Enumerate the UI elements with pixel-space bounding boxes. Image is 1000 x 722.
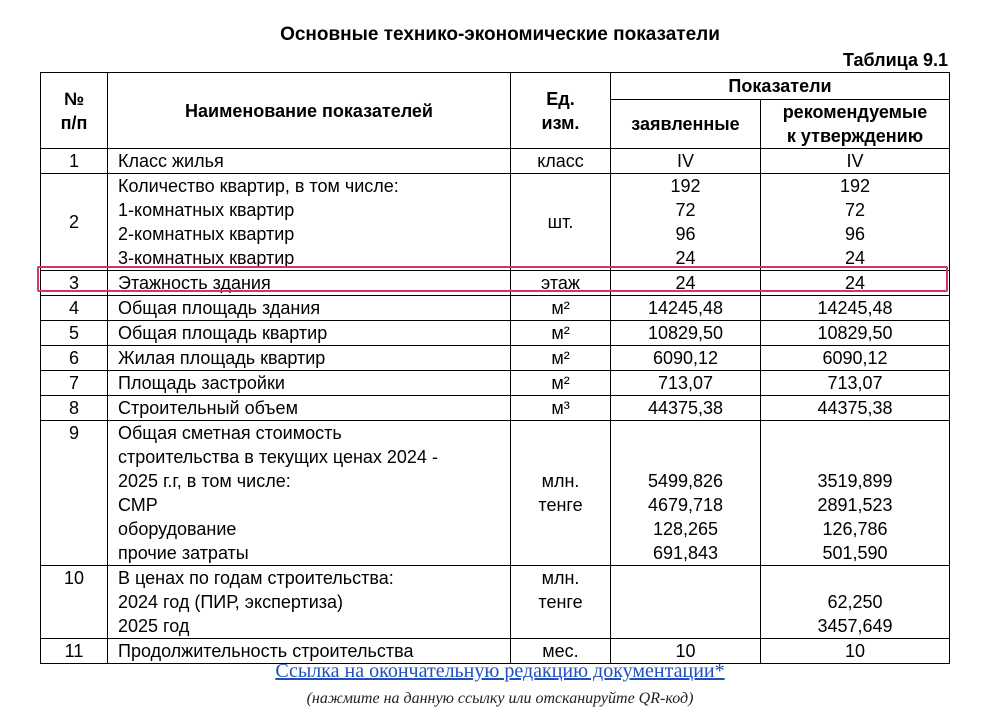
row-declared: 24	[611, 271, 761, 296]
table-row	[41, 271, 950, 296]
row-recommended: 192 72 96 24	[761, 174, 950, 271]
row-name: Класс жилья	[108, 149, 511, 174]
table-row	[41, 149, 950, 174]
table-row	[41, 421, 950, 566]
header-indicators: Показатели	[611, 73, 950, 100]
row-declared: IV	[611, 149, 761, 174]
row-recommended: 62,250 3457,649	[761, 566, 950, 639]
row-unit: мес.	[511, 639, 611, 664]
row-declared: 10829,50	[611, 321, 761, 346]
row-num: 8	[41, 396, 108, 421]
row-recommended: IV	[761, 149, 950, 174]
table-row	[41, 174, 950, 271]
row-num: 7	[41, 371, 108, 396]
row-recommended: 713,07	[761, 371, 950, 396]
row-unit: м²	[511, 296, 611, 321]
documentation-link[interactable]: Ссылка на окончательную редакцию документации*	[275, 660, 725, 682]
row-recommended: 3519,899 2891,523 126,786 501,590	[761, 421, 950, 566]
table-row	[41, 371, 950, 396]
row-unit: класс	[511, 149, 611, 174]
row-num: 2	[41, 174, 108, 271]
row-recommended: 10829,50	[761, 321, 950, 346]
row-unit: м²	[511, 371, 611, 396]
row-num: 3	[41, 271, 108, 296]
row-name: Этажность здания	[108, 271, 511, 296]
indicators-table	[40, 72, 950, 664]
row-recommended: 44375,38	[761, 396, 950, 421]
row-name: Общая сметная стоимость строительства в текущих ценах 2024 - 2025 г.г, в том числе: СМР оборудование прочие затраты	[108, 421, 511, 566]
row-unit: этаж	[511, 271, 611, 296]
header-declared: заявленные	[611, 100, 761, 149]
row-declared: 10	[611, 639, 761, 664]
header-recommended: рекомендуемые к утверждению	[761, 100, 950, 149]
row-num: 11	[41, 639, 108, 664]
row-declared	[611, 566, 761, 639]
row-name: Строительный объем	[108, 396, 511, 421]
row-unit: м²	[511, 321, 611, 346]
table-row	[41, 566, 950, 639]
row-num: 1	[41, 149, 108, 174]
table-row	[41, 346, 950, 371]
row-declared: 6090,12	[611, 346, 761, 371]
table-row	[41, 296, 950, 321]
row-unit: шт.	[511, 174, 611, 271]
row-declared: 713,07	[611, 371, 761, 396]
row-recommended: 24	[761, 271, 950, 296]
row-num: 4	[41, 296, 108, 321]
header-name: Наименование показателей	[108, 73, 511, 149]
row-unit: м³	[511, 396, 611, 421]
row-unit: м²	[511, 346, 611, 371]
row-num: 9	[41, 421, 108, 566]
table-row	[41, 321, 950, 346]
row-name: Продолжительность строительства	[108, 639, 511, 664]
page-title: Основные технико-экономические показатели	[280, 24, 720, 45]
row-name: Общая площадь квартир	[108, 321, 511, 346]
row-name: Общая площадь здания	[108, 296, 511, 321]
row-unit: млн. тенге	[511, 566, 611, 639]
row-name: В ценах по годам строительства: 2024 год (ПИР, экспертиза) 2025 год	[108, 566, 511, 639]
table-number: Таблица 9.1	[842, 50, 948, 70]
row-recommended: 6090,12	[761, 346, 950, 371]
row-recommended: 14245,48	[761, 296, 950, 321]
row-declared: 14245,48	[611, 296, 761, 321]
row-num: 5	[41, 321, 108, 346]
row-name: Жилая площадь квартир	[108, 346, 511, 371]
row-declared: 192 72 96 24	[611, 174, 761, 271]
row-recommended: 10	[761, 639, 950, 664]
row-num: 6	[41, 346, 108, 371]
row-declared: 44375,38	[611, 396, 761, 421]
row-declared: 5499,826 4679,718 128,265 691,843	[611, 421, 761, 566]
link-hint: (нажмите на данную ссылку или отсканируйте QR-код)	[306, 690, 694, 707]
header-num: № п/п	[41, 73, 108, 149]
row-name: Количество квартир, в том числе: 1-комнатных квартир 2-комнатных квартир 3-комнатных квартир	[108, 174, 511, 271]
row-num: 10	[41, 566, 108, 639]
row-name: Площадь застройки	[108, 371, 511, 396]
header-unit: Ед. изм.	[511, 73, 611, 149]
table-row	[41, 396, 950, 421]
row-unit: млн. тенге	[511, 421, 611, 566]
